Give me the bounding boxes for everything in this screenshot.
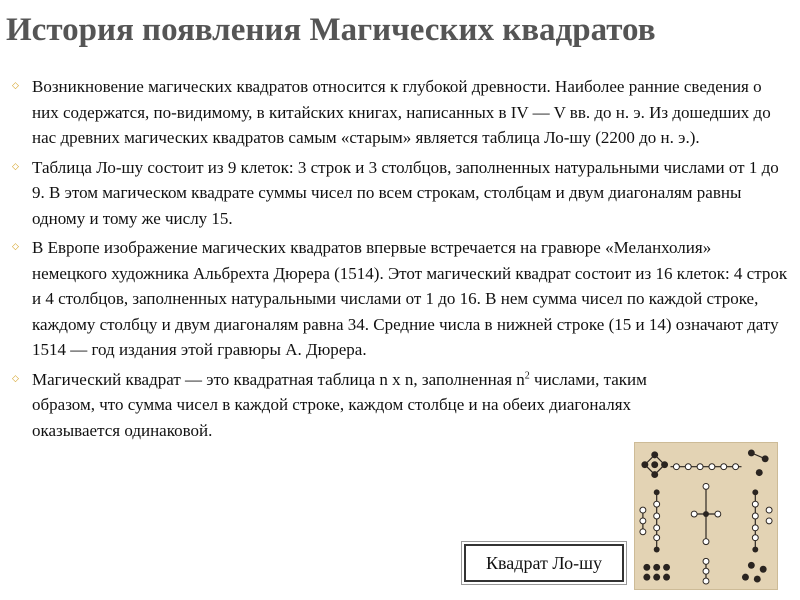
diamond-bullet-icon: ◇ (12, 373, 19, 384)
bullet-item (10, 367, 788, 444)
bullet-text-end: числами, таким образом, что сумма чисел в каждой строке, каждом столбце и на обеих диагоналях оказывается одинаковой. (32, 369, 647, 440)
bullet-text: В Европе изображение магических квадратов впервые встречается на гравюре «Меланхолия» немецкого художника Альбрехта Дюрера (1514). Этот магический квадрат состоит из 16 клеток: 4 строк и 4 столбцов, заполненных натуральными числами от 1 до 16. В нем сумма чисел по каждой строке, каждому столбцу и двум диагоналям равна 34. Средние числа в нижней строке (15 и 14) означают дату 1514 — год издания этой гравюры А. Дюрера. (32, 238, 788, 359)
bullet-item (10, 155, 788, 232)
bullet-text-start: Магический квадрат — это квадратная таблица n x n, заполненная n (32, 369, 525, 389)
bullet-text: Возникновение магических квадратов относится к глубокой древности. Наиболее ранние сведения о них содержатся, по-видимому, в китайских книгах, написанных в IV — V вв. до н. э. Из дошедших до нас древних магических квадратов самым «старым» является таблица Ло-шу (2200 до н. э.). (32, 77, 771, 147)
lo-shu-diagram-icon (635, 443, 777, 589)
slide-title: История появления Магических квадратов (6, 12, 656, 48)
lo-shu-image (634, 442, 778, 590)
bullet-item (10, 235, 788, 363)
bullet-item (10, 74, 788, 151)
superscript: 2 (524, 369, 530, 381)
image-caption: Квадрат Ло-шу (464, 544, 624, 582)
diamond-bullet-icon: ◇ (12, 242, 19, 252)
diamond-bullet-icon: ◇ (12, 81, 19, 91)
bullet-text: Таблица Ло-шу состоит из 9 клеток: 3 строк и 3 столбцов, заполненных натуральными числами от 1 до 9. В этом магическом квадрате суммы чисел по всем строкам, столбцам и двум диагоналям равны одному и тому же числу 15. (32, 157, 779, 228)
diamond-bullet-icon: ◇ (12, 161, 19, 172)
bullet-list (10, 74, 788, 447)
